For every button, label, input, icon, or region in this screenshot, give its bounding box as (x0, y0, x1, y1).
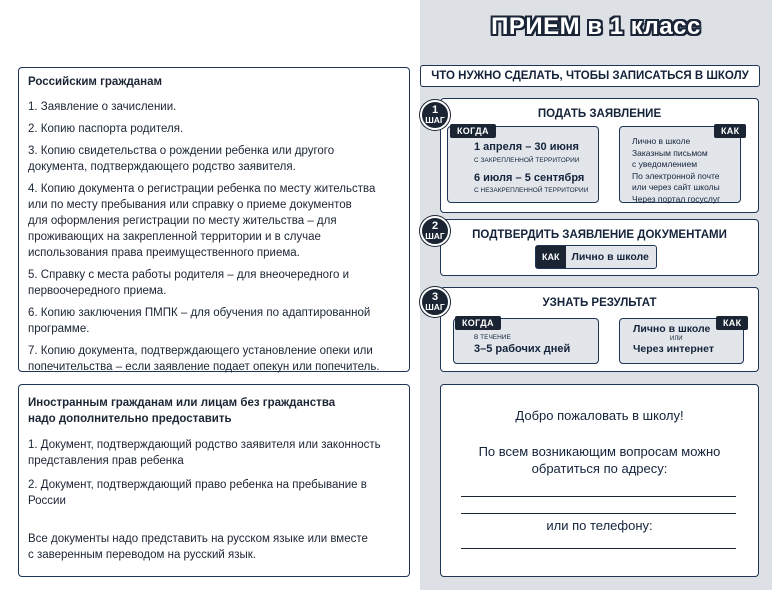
document-item: 1. Документ, подтверждающий родство заявителя или законность представления прав ребенка (28, 439, 381, 467)
how-option: Лично в школе (632, 136, 691, 146)
step-2-word: ШАГ (425, 231, 445, 241)
russian-citizens-title: Российским гражданам (28, 76, 163, 88)
foreign-citizens-title: Иностранным гражданам или лицам без гражданства надо дополнительно предоставить (28, 397, 336, 425)
document-item: 7. Копию документа, подтверждающего установление опеки или попечительства – если заявление подает опекун или попечитель. (28, 345, 380, 373)
phone-label: или по телефону: (546, 518, 653, 533)
step-2-how-value: Лично в школе (571, 251, 649, 263)
steps-header-text: ЧТО НУЖНО СДЕЛАТЬ, ЧТОБЫ ЗАПИСАТЬСЯ В ШКОЛУ (431, 70, 749, 82)
document-item: 4. Копию документа о регистрации ребенка по месту жительства или по месту пребывания или справку о приеме документов для оформления регистрации по месту жительства – для проживающих на закрепленной территории и в случае использования права преимущественного приема. (28, 183, 376, 259)
step-3-title: УЗНАТЬ РЕЗУЛЬТАТ (542, 297, 657, 309)
russian-citizens-box (18, 67, 410, 372)
phone-line (461, 548, 736, 549)
step-3-how-2: Через интернет (633, 343, 714, 355)
document-item: 5. Справку с места работы родителя – для внеочередного и первоочередного приема. (28, 269, 350, 297)
main-title: ПРИЕМ в 1 класс (491, 13, 701, 40)
step-3-when-main: 3–5 рабочих дней (474, 343, 571, 355)
step-3-number: 3 (431, 291, 439, 303)
document-item: 3. Копию свидетельства о рождении ребенка или другого документа, подтверждающего родство заявителя. (28, 145, 335, 173)
step-3-badge (420, 287, 450, 317)
welcome-text: По всем возникающим вопросам можно обратиться по адресу: (478, 444, 721, 476)
step-2-how-tag: КАК (536, 246, 566, 268)
document-item: 1. Заявление о зачислении. (28, 101, 177, 113)
step-1-badge (420, 100, 450, 130)
step-1-date-1: 1 апреля – 30 июня (474, 141, 579, 153)
step-1-when-tag: КОГДА (450, 124, 496, 138)
document-item: 6. Копию заключения ПМПК – для обучения по адаптированной программе. (28, 307, 371, 335)
step-1-title: ПОДАТЬ ЗАЯВЛЕНИЕ (537, 108, 662, 120)
address-line-2 (461, 513, 736, 514)
step-2-number: 2 (431, 220, 439, 232)
step-1-word: ШАГ (425, 115, 445, 125)
step-3-word: ШАГ (425, 302, 445, 312)
document-item: 2. Копию паспорта родителя. (28, 123, 184, 135)
how-option: или через сайт школы (632, 182, 720, 192)
step-2-title: ПОДТВЕРДИТЬ ЗАЯВЛЕНИЕ ДОКУМЕНТАМИ (472, 229, 727, 241)
step-3-how-1: Лично в школе (633, 323, 711, 335)
step-1-how-tag: КАК (714, 124, 746, 138)
foreign-citizens-box (18, 384, 410, 577)
step-1-date-1-note: С ЗАКРЕПЛЕННОЙ ТЕРРИТОРИИ (474, 157, 580, 164)
welcome-title: Добро пожаловать в школу! (515, 408, 684, 423)
step-1-number: 1 (431, 104, 439, 116)
steps-header (420, 65, 760, 87)
how-option: По электронной почте (632, 170, 720, 181)
step-3-when-tag: КОГДА (455, 316, 501, 330)
how-option: Через портал госуслуг (632, 193, 721, 204)
language-note: Все документы надо представить на русском языке или вместе с заверенным переводом на русский язык. (28, 533, 368, 561)
step-1-date-2-note: С НЕЗАКРЕПЛЕННОЙ ТЕРРИТОРИИ (474, 187, 589, 194)
step-1-date-2: 6 июля – 5 сентября (474, 172, 585, 184)
step-3-how-tag: КАК (716, 316, 748, 330)
step-2-badge (420, 216, 450, 246)
step-3-how-or: ИЛИ (670, 336, 683, 342)
how-option: с уведомлением (632, 159, 698, 169)
address-line-1 (461, 496, 736, 497)
how-option: Заказным письмом (632, 147, 708, 158)
step-2-how-pill (535, 245, 657, 269)
step-1-how-list (632, 136, 720, 205)
welcome-box (440, 384, 759, 577)
document-item: 2. Документ, подтверждающий право ребенка на пребывание в России (28, 479, 367, 507)
step-3-when-pre: В ТЕЧЕНИЕ (474, 334, 511, 341)
